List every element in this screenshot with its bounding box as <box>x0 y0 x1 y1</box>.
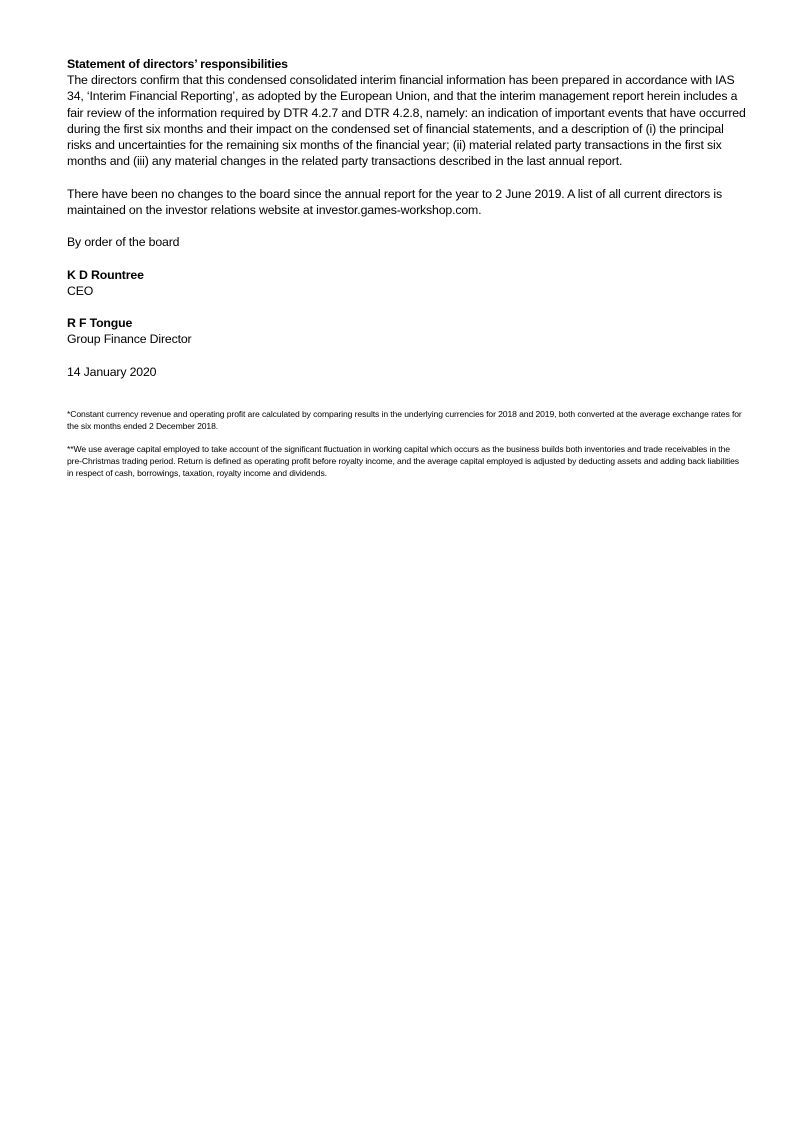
signatory-title: CEO <box>67 283 94 298</box>
board-changes-paragraph: There have been no changes to the board since the annual report for the year to 2 June 2019. A list of all current directors is maintained on the investor relations website at investor.games-workshop.com. <box>67 186 722 217</box>
signatory-name: K D Rountree <box>67 267 144 282</box>
document-date: 14 January 2020 <box>67 364 157 379</box>
footnote: *Constant currency revenue and operating profit are calculated by comparing results in the underlying currencies for 2018 and 2019, both converted at the average exchange rates for the six months ended 2 December 2018. <box>67 409 742 432</box>
signatory-title: Group Finance Director <box>67 332 192 347</box>
footnote: **We use average capital employed to take account of the significant fluctuation in working capital which occurs as the business builds both inventories and trade receivables in the pre-Christmas trading period. Return is defined as operating profit before royalty income, and the average capital employed is adjusted by deducting assets and adding back liabilities in respect of cash, borrowings, taxation, royalty income and dividends. <box>67 443 739 479</box>
order-line: By order of the board <box>67 235 180 250</box>
section-heading: Statement of directors’ responsibilities <box>67 57 288 71</box>
responsibilities-paragraph: The directors confirm that this condensed consolidated interim financial information has been prepared in accordance with IAS 34, ‘Interim Financial Reporting’, as adopted by the European Union, and that the interim management report herein includes a fair review of the information required by DTR 4.2.7 and DTR 4.2.8, namely: an indication of important events that have occurred during the first six months and their impact on the condensed set of financial statements, and a description of (i) the principal risks and uncertainties for the remaining six months of the financial year; (ii) material related party transactions in the first six months and (iii) any material changes in the related party transactions described in the last annual report. <box>67 73 746 169</box>
signatory-name: R F Tongue <box>67 316 133 331</box>
document-page <box>67 56 747 480</box>
